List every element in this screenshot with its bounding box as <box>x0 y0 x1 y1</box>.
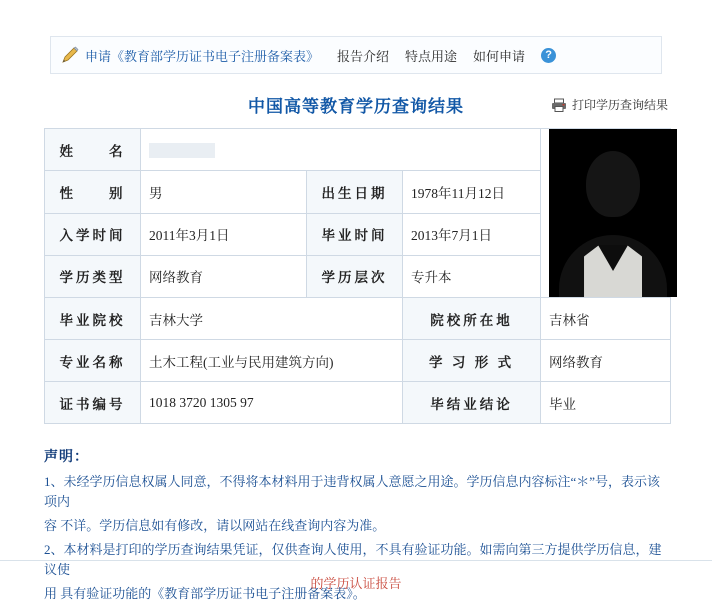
location-label: 院校所在地 <box>403 298 541 340</box>
photo-cell <box>541 129 671 298</box>
birth-value: 1978年11月12日 <box>403 171 541 213</box>
pencil-icon <box>61 46 79 64</box>
cert-no-value: 1018 3720 1305 97 <box>141 382 403 424</box>
print-result-button[interactable] <box>551 96 668 113</box>
certification-report-link[interactable]: 的学历认证报告 <box>310 576 402 591</box>
declaration-line-4: 用 具有验证功能的《教育部学历证书电子注册备案表》。 <box>44 586 366 601</box>
school-value: 吉林大学 <box>141 298 403 340</box>
notice-bar <box>50 36 662 74</box>
footer-divider <box>0 560 712 561</box>
printer-icon <box>551 98 567 112</box>
school-label: 毕业院校 <box>45 298 141 340</box>
how-to-apply-link[interactable]: 如何申请 <box>473 48 526 64</box>
declaration-line-2: 容 不详。学历信息如有修改，请以网站在线查询内容为准。 <box>44 518 386 533</box>
declaration-line-3: 2、本材料是打印的学历查询结果凭证，仅供查询人使用，不具有验证功能。如需向第三方提供学历信息，建议使 <box>44 542 662 577</box>
conclusion-label: 毕结业结论 <box>403 382 541 424</box>
name-label: 姓 名 <box>45 129 141 171</box>
birth-label: 出生日期 <box>307 171 403 213</box>
cert-no-label: 证书编号 <box>45 382 141 424</box>
enroll-label: 入学时间 <box>45 213 141 255</box>
name-value <box>141 129 541 171</box>
declaration-line-1: 1、未经学历信息权属人同意，不得将本材料用于违背权属人意愿之用途。学历信息内容标注“＊”号，表示该项内 <box>44 474 661 509</box>
page-title: 中国高等教育学历查询结果 <box>248 97 464 116</box>
edu-level-value: 专升本 <box>403 255 541 297</box>
gender-value: 男 <box>141 171 307 213</box>
features-link[interactable]: 特点用途 <box>405 48 458 64</box>
edu-type-value: 网络教育 <box>141 255 307 297</box>
enroll-value: 2011年3月1日 <box>141 213 307 255</box>
major-label: 专业名称 <box>45 340 141 382</box>
table-row <box>45 382 671 424</box>
edu-type-label: 学历类型 <box>45 255 141 297</box>
study-form-label: 学 习 形 式 <box>403 340 541 382</box>
table-row <box>45 340 671 382</box>
redacted-name <box>149 143 215 158</box>
declaration-title: 声明： <box>44 450 89 465</box>
study-form-value: 网络教育 <box>541 340 671 382</box>
report-intro-link[interactable]: 报告介绍 <box>337 48 390 64</box>
education-info-table <box>44 128 670 424</box>
graduate-label: 毕业时间 <box>307 213 403 255</box>
gender-label: 性 别 <box>45 171 141 213</box>
apply-record-form-link[interactable]: 申请《教育部学历证书电子注册备案表》 <box>85 48 320 64</box>
graduate-value: 2013年7月1日 <box>403 213 541 255</box>
table-row <box>45 129 671 171</box>
location-value: 吉林省 <box>541 298 671 340</box>
help-icon[interactable]: ? <box>541 48 556 63</box>
conclusion-value: 毕业 <box>541 382 671 424</box>
print-result-label: 打印学历查询结果 <box>571 98 668 112</box>
table-row <box>45 298 671 340</box>
major-value: 土木工程(工业与民用建筑方向) <box>141 340 403 382</box>
edu-level-label: 学历层次 <box>307 255 403 297</box>
avatar <box>549 129 677 297</box>
